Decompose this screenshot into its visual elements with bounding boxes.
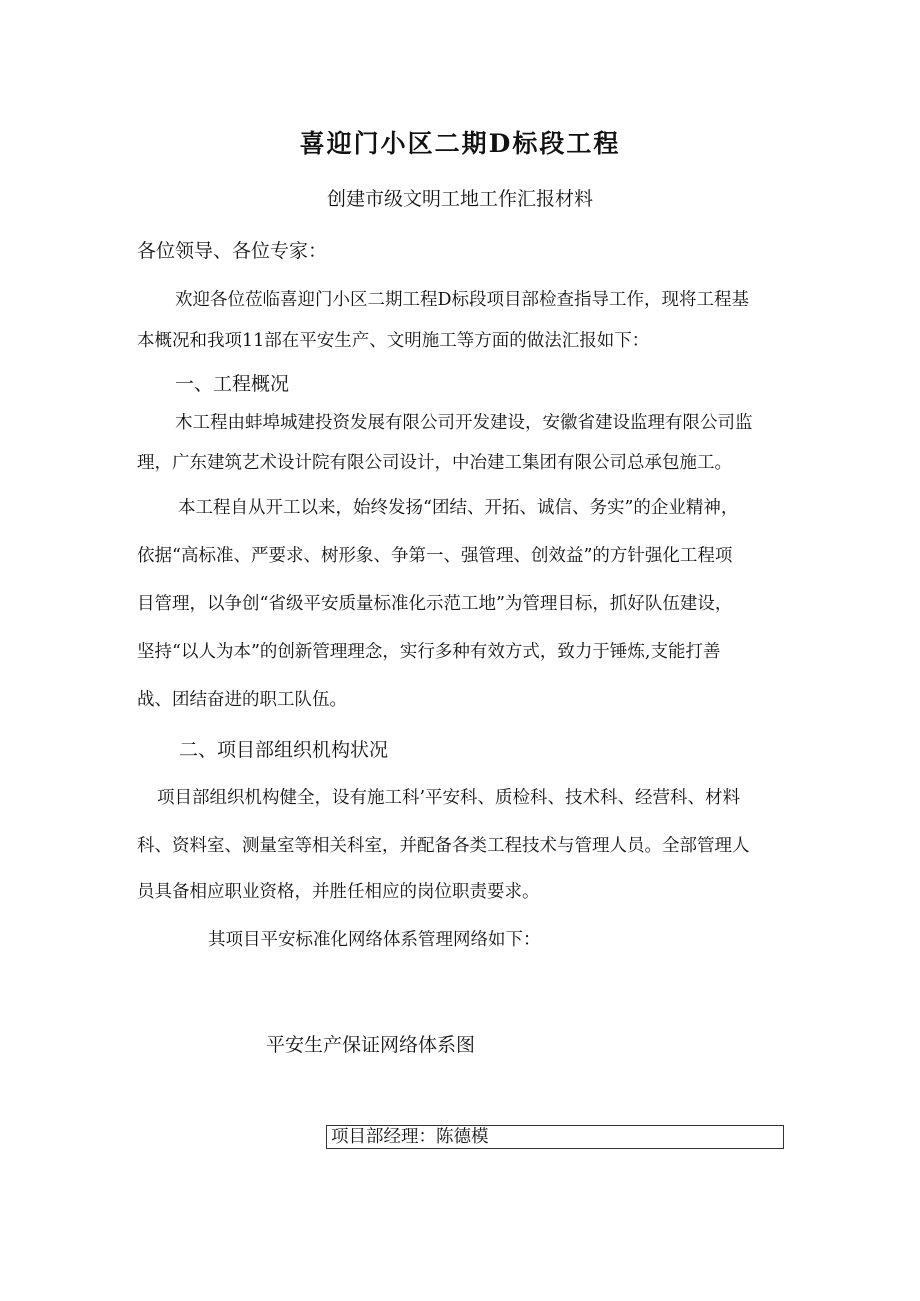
section2-para1-line-2: 科、资料室、测量室等相关科室，并配备各类工程技术与管理人员。全部管理人 [137, 836, 750, 856]
section2-para1-line-3: 员具备相应职业资格，并胜任相应的岗位职责要求。 [137, 882, 540, 902]
section2-para1-line-1: 项目部组织机构健全，设有施工科’平安科、质检科、技术科、经营科、材料 [157, 788, 741, 808]
document-title: 喜迎门小区二期D标段工程 [299, 129, 621, 158]
project-manager-box: 项目部经理：陈德模 [326, 1125, 784, 1149]
document-subtitle: 创建市级文明工地工作汇报材料 [326, 188, 593, 210]
diagram-title: 平安生产保证网络体系图 [266, 1034, 476, 1056]
section1-para2-line-2: 依据“高标准、严要求、树形象、争第一、强管理、创效益”的方针强化工程项 [137, 546, 733, 566]
section1-heading: 一、工程概况 [175, 373, 290, 395]
intro-line-1: 欢迎各位莅临喜迎门小区二期工程D标段项目部检查指导工作，现将工程基 [175, 290, 750, 310]
section2-para2: 其项目平安标准化网络体系管理网络如下： [208, 930, 541, 950]
section1-para2-line-3: 目管理，以争创“省级平安质量标准化示范工地”为管理目标，抓好队伍建设， [137, 594, 733, 614]
section1-para2-line-5: 战、团结奋进的职工队伍。 [137, 690, 347, 710]
section1-para2-line-1: 本工程自从开工以来，始终发扬“团结、开拓、诚信、务实”的企业精神， [178, 498, 739, 518]
section1-para1-line-1: 木工程由蚌埠城建投资发展有限公司开发建设，安徽省建设监理有限公司监 [175, 413, 753, 433]
section1-para1-line-2: 理，广东建筑艺术设计院有限公司设计，中冶建工集团有限公司总承包施工。 [137, 453, 732, 473]
section1-para2-line-4: 坚持“以人为本”的创新管理理念，实行多种有效方式，致力于锤炼,支能打善 [137, 642, 721, 662]
section2-heading: 二、项目部组织机构状况 [179, 739, 389, 761]
greeting: 各位领导、各位专家： [137, 240, 328, 262]
intro-line-2: 本概况和我项11部在平安生产、文明施工等方面的做法汇报如下： [137, 331, 650, 351]
